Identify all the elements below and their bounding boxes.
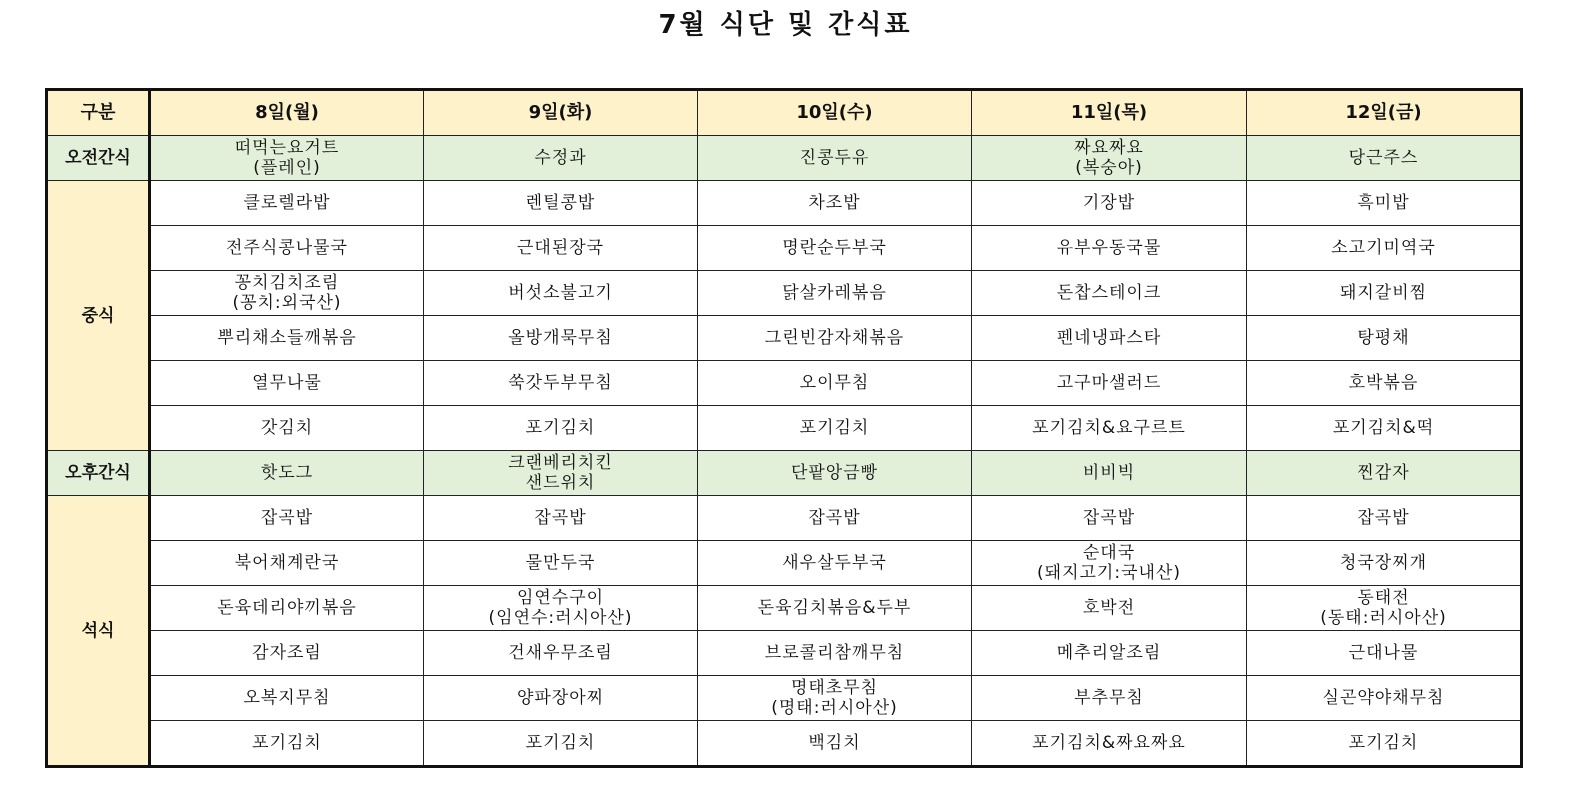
lunch-dish-wed: [698, 316, 972, 361]
dish-name: 잡곡밥: [1357, 508, 1410, 528]
dish-name: 포기김치: [1348, 733, 1419, 753]
meal-schedule-table: [45, 88, 1523, 768]
afternoon-snack-thu: [972, 451, 1247, 496]
dinner-row: [47, 586, 1522, 631]
dinner-row: [47, 676, 1522, 721]
dinner-dish-wed: [698, 496, 972, 541]
dinner-dish-tue: [424, 541, 698, 586]
dish-origin-note: (임연수:러시아산): [488, 608, 633, 628]
lunch-dish-wed: [698, 271, 972, 316]
lunch-dish-tue: [424, 361, 698, 406]
dish-name: 갓김치: [260, 418, 314, 438]
dish-name: 닭살카레볶음: [782, 283, 887, 303]
dish-name: 차조밥: [808, 193, 861, 213]
dish-origin-note: (동태:러시아산): [1320, 608, 1447, 628]
dish-name: 꽁치김치조림: [234, 273, 340, 293]
dinner-dish-fri: [1247, 586, 1522, 631]
lunch-dish-thu: [972, 181, 1247, 226]
dinner-dish-thu: [972, 541, 1247, 586]
dish-name: 포기김치&떡: [1332, 418, 1435, 438]
dish-name: 열무나물: [252, 373, 322, 393]
dish-name: 돈찹스테이크: [1056, 283, 1162, 303]
dinner-dish-thu: [972, 496, 1247, 541]
dish-name: 포기김치&짜요짜요: [1032, 733, 1186, 753]
lunch-dish-tue: [424, 271, 698, 316]
dish-name: 북어채계란국: [234, 553, 340, 573]
afternoon-snack-label: 오후간식: [47, 451, 150, 496]
dish-name: 감자조림: [252, 643, 322, 663]
dinner-dish-thu: [972, 676, 1247, 721]
dish-origin-note: (명태:러시아산): [771, 698, 898, 718]
dinner-dish-mon: [150, 586, 424, 631]
lunch-dish-wed: [698, 181, 972, 226]
dish-name: 임연수구이: [516, 588, 605, 608]
lunch-dish-thu: [972, 271, 1247, 316]
dish-name: 부추무침: [1074, 688, 1144, 708]
dinner-dish-mon: [150, 631, 424, 676]
dish-name: 새우살두부국: [782, 553, 887, 573]
dish-name: 떠먹는요거트: [234, 138, 340, 158]
dinner-dish-fri: [1247, 631, 1522, 676]
lunch-dish-tue: [424, 181, 698, 226]
dish-name: 근대나물: [1348, 643, 1419, 663]
dish-name: 오복지무침: [243, 688, 331, 708]
dish-name: 물만두국: [525, 553, 596, 573]
dinner-dish-mon: [150, 676, 424, 721]
dish-name: 클로렐라밥: [243, 193, 331, 213]
dish-origin-note: (플레인): [253, 158, 321, 178]
dish-name: 펜네냉파스타: [1056, 328, 1162, 348]
lunch-row: [47, 316, 1522, 361]
lunch-dish-thu: [972, 316, 1247, 361]
dish-name: 근대된장국: [516, 238, 605, 258]
dish-name: 단팥앙금빵: [790, 463, 879, 483]
dinner-dish-fri: [1247, 541, 1522, 586]
lunch-dish-mon: [150, 361, 424, 406]
dish-name: 돼지갈비찜: [1339, 283, 1428, 303]
dish-name: 소고기미역국: [1331, 238, 1436, 258]
dish-name: 백김치: [808, 733, 861, 753]
dinner-dish-tue: [424, 496, 698, 541]
dish-name: 찐감자: [1357, 463, 1410, 483]
dish-name: 탕평채: [1357, 328, 1410, 348]
lunch-dish-thu: [972, 406, 1247, 451]
dinner-dish-mon: [150, 721, 424, 767]
dish-name: 건새우무조림: [508, 643, 613, 663]
dish-name: 호박전: [1082, 598, 1136, 618]
dish-name: 실곤약야채무침: [1322, 688, 1445, 708]
dish-name: 포기김치&요구르트: [1032, 418, 1186, 438]
lunch-row: [47, 271, 1522, 316]
lunch-dish-mon: [150, 226, 424, 271]
morning-snack-label: 오전간식: [47, 136, 150, 181]
lunch-dish-fri: [1247, 316, 1522, 361]
dish-name: 수정과: [534, 148, 587, 168]
afternoon-snack-row: [47, 451, 1522, 496]
dish-name: 올방개묵무침: [508, 328, 613, 348]
dish-name: 양파장아찌: [516, 688, 605, 708]
lunch-dish-tue: [424, 316, 698, 361]
dish-name: 잡곡밥: [260, 508, 314, 528]
dish-name: 뿌리채소들깨볶음: [217, 328, 357, 348]
dish-name: 메추리알조림: [1056, 643, 1162, 663]
lunch-dish-fri: [1247, 406, 1522, 451]
dish-origin-note: 샌드위치: [525, 473, 596, 493]
dish-name: 오이무침: [799, 373, 870, 393]
lunch-dish-wed: [698, 406, 972, 451]
dinner-dish-tue: [424, 631, 698, 676]
lunch-dish-mon: [150, 181, 424, 226]
dinner-dish-tue: [424, 721, 698, 767]
lunch-row: [47, 406, 1522, 451]
dinner-row: [47, 496, 1522, 541]
lunch-dish-wed: [698, 226, 972, 271]
meal-table-body: [47, 136, 1522, 767]
header-row: [47, 90, 1522, 136]
lunch-dish-thu: [972, 361, 1247, 406]
dinner-dish-tue: [424, 586, 698, 631]
dish-name: 잡곡밥: [808, 508, 861, 528]
dish-name: 고구마샐러드: [1056, 373, 1162, 393]
dish-name: 짜요짜요: [1074, 138, 1144, 158]
dish-name: 청국장찌개: [1339, 553, 1428, 573]
dish-name: 포기김치: [799, 418, 870, 438]
lunch-row: [47, 226, 1522, 271]
dish-name: 전주식콩나물국: [226, 238, 348, 258]
dinner-dish-mon: [150, 541, 424, 586]
lunch-dish-mon: [150, 271, 424, 316]
dish-name: 그린빈감자채볶음: [764, 328, 905, 348]
dish-name: 핫도그: [260, 463, 314, 483]
lunch-dish-tue: [424, 406, 698, 451]
dish-name: 잡곡밥: [1082, 508, 1136, 528]
dinner-dish-wed: [698, 721, 972, 767]
dinner-dish-wed: [698, 586, 972, 631]
dish-name: 명란순두부국: [782, 238, 887, 258]
lunch-dish-thu: [972, 226, 1247, 271]
header-label-cell: 구분: [47, 90, 150, 136]
lunch-dish-wed: [698, 361, 972, 406]
dinner-dish-thu: [972, 631, 1247, 676]
morning-snack-thu: [972, 136, 1247, 181]
afternoon-snack-mon: [150, 451, 424, 496]
dinner-dish-tue: [424, 676, 698, 721]
dish-name: 포기김치: [525, 733, 596, 753]
lunch-row: [47, 181, 1522, 226]
header-day-wed: 10일(수): [698, 90, 972, 136]
dinner-dish-wed: [698, 541, 972, 586]
afternoon-snack-wed: [698, 451, 972, 496]
dish-name: 크랜베리치킨: [508, 453, 613, 473]
dish-origin-note: (돼지고기:국내산): [1037, 563, 1181, 583]
lunch-row: [47, 361, 1522, 406]
dish-origin-note: (꽁치:외국산): [232, 293, 342, 313]
dish-name: 명태초무침: [790, 678, 879, 698]
lunch-dish-fri: [1247, 226, 1522, 271]
header-day-mon: 8일(월): [150, 90, 424, 136]
afternoon-snack-fri: [1247, 451, 1522, 496]
afternoon-snack-tue: [424, 451, 698, 496]
lunch-dish-tue: [424, 226, 698, 271]
dish-name: 돈육데리야끼볶음: [217, 598, 357, 618]
dish-origin-note: (복숭아): [1075, 158, 1143, 178]
morning-snack-row: [47, 136, 1522, 181]
lunch-label: 중식: [47, 181, 150, 451]
dinner-dish-fri: [1247, 721, 1522, 767]
dish-name: 순대국: [1082, 543, 1136, 563]
dish-name: 흑미밥: [1357, 193, 1410, 213]
lunch-dish-fri: [1247, 361, 1522, 406]
dish-name: 비비빅: [1082, 463, 1136, 483]
dish-name: 브로콜리참깨무침: [764, 643, 905, 663]
dish-name: 호박볶음: [1348, 373, 1419, 393]
header-day-tue: 9일(화): [424, 90, 698, 136]
dish-name: 렌틸콩밥: [525, 193, 596, 213]
morning-snack-wed: [698, 136, 972, 181]
dish-name: 쑥갓두부무침: [508, 373, 613, 393]
lunch-dish-mon: [150, 316, 424, 361]
header-day-thu: 11일(목): [972, 90, 1247, 136]
header-day-fri: 12일(금): [1247, 90, 1522, 136]
dinner-dish-mon: [150, 496, 424, 541]
dish-name: 유부우동국물: [1056, 238, 1162, 258]
dinner-dish-fri: [1247, 676, 1522, 721]
morning-snack-tue: [424, 136, 698, 181]
dinner-dish-thu: [972, 721, 1247, 767]
dish-name: 잡곡밥: [534, 508, 587, 528]
dinner-row: [47, 631, 1522, 676]
dish-name: 포기김치: [525, 418, 596, 438]
dinner-dish-thu: [972, 586, 1247, 631]
lunch-dish-fri: [1247, 271, 1522, 316]
morning-snack-mon: [150, 136, 424, 181]
dish-name: 당근주스: [1348, 148, 1419, 168]
dish-name: 버섯소불고기: [508, 283, 613, 303]
lunch-dish-mon: [150, 406, 424, 451]
morning-snack-fri: [1247, 136, 1522, 181]
dish-name: 동태전: [1357, 588, 1410, 608]
dinner-row: [47, 721, 1522, 767]
dinner-row: [47, 541, 1522, 586]
dinner-label: 석식: [47, 496, 150, 767]
page-title: 7월 식단 및 간식표: [658, 10, 913, 40]
dinner-dish-wed: [698, 676, 972, 721]
dish-name: 진콩두유: [799, 148, 870, 168]
dinner-dish-wed: [698, 631, 972, 676]
dish-name: 기장밥: [1082, 193, 1136, 213]
lunch-dish-fri: [1247, 181, 1522, 226]
dinner-dish-fri: [1247, 496, 1522, 541]
dish-name: 돈육김치볶음&두부: [757, 598, 912, 618]
dish-name: 포기김치: [252, 733, 322, 753]
